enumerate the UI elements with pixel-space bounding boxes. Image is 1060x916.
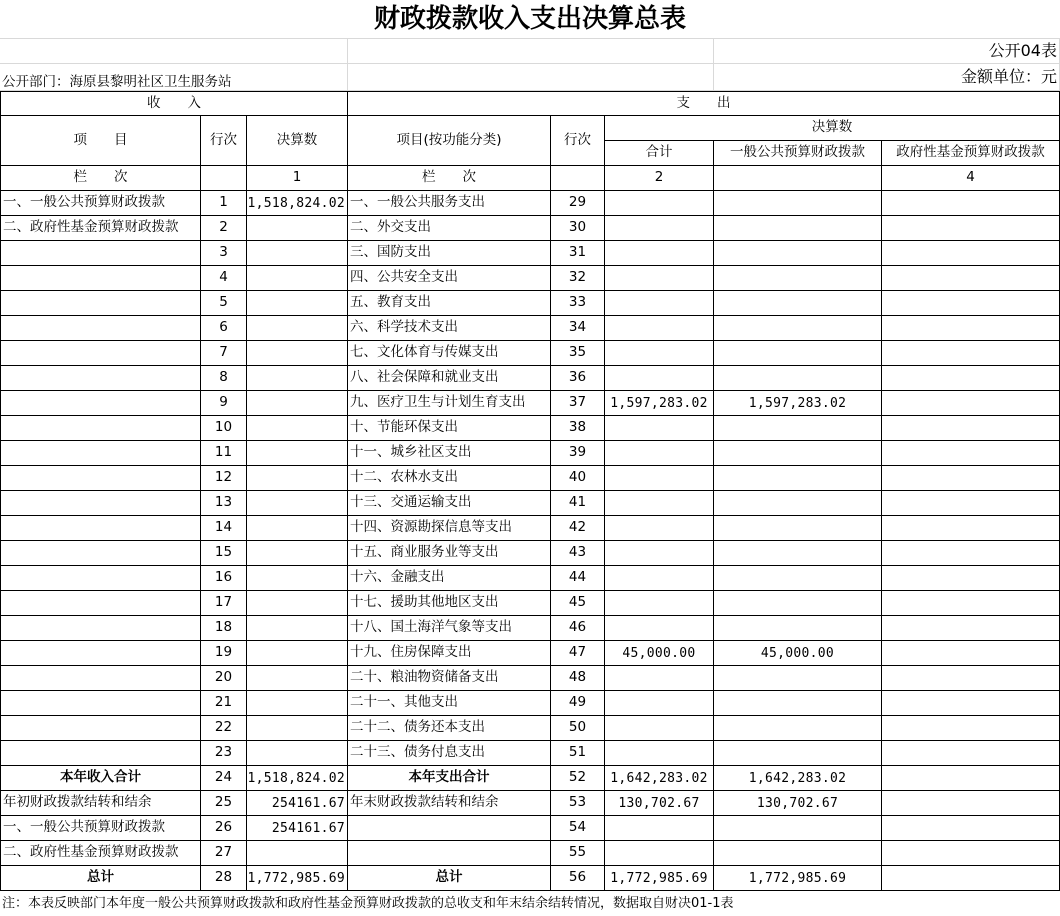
income-amount-cell xyxy=(247,216,348,241)
income-amount-cell: 254161.67 xyxy=(247,816,348,841)
expense-row-no-cell: 31 xyxy=(551,241,605,266)
income-amount-cell xyxy=(247,466,348,491)
expense-general-cell xyxy=(714,816,882,841)
income-item-cell xyxy=(0,641,201,666)
expense-item-cell: 三、国防支出 xyxy=(348,241,551,266)
expense-item-cell: 五、教育支出 xyxy=(348,291,551,316)
income-row-no-cell: 18 xyxy=(201,616,247,641)
income-item-cell xyxy=(0,266,201,291)
expense-row-no-cell: 35 xyxy=(551,341,605,366)
expense-item-cell: 十、节能环保支出 xyxy=(348,416,551,441)
expense-row-no-cell: 32 xyxy=(551,266,605,291)
income-item-cell xyxy=(0,391,201,416)
expense-fund-cell xyxy=(882,216,1060,241)
expense-total-cell xyxy=(605,291,714,316)
expense-general-cell: 45,000.00 xyxy=(714,641,882,666)
general-budget-header: 一般公共预算财政拨款 xyxy=(714,141,882,166)
expense-row-no-cell: 41 xyxy=(551,491,605,516)
expense-row-no-cell: 29 xyxy=(551,191,605,216)
income-amount-cell xyxy=(247,366,348,391)
expense-item-cell: 一、一般公共服务支出 xyxy=(348,191,551,216)
expense-fund-cell xyxy=(882,666,1060,691)
income-item-cell xyxy=(0,691,201,716)
income-amount-cell: 1,772,985.69 xyxy=(247,866,348,891)
expense-general-cell xyxy=(714,316,882,341)
expense-total-cell xyxy=(605,416,714,441)
total-header: 合计 xyxy=(605,141,714,166)
income-item-cell xyxy=(0,666,201,691)
expense-fund-cell xyxy=(882,866,1060,891)
expense-fund-cell xyxy=(882,616,1060,641)
income-amount-cell xyxy=(247,291,348,316)
expense-general-cell xyxy=(714,266,882,291)
expense-row-no-cell: 44 xyxy=(551,566,605,591)
income-item-cell xyxy=(0,291,201,316)
expense-total-cell xyxy=(605,591,714,616)
expense-general-cell xyxy=(714,841,882,866)
expense-general-cell xyxy=(714,441,882,466)
expense-fund-cell xyxy=(882,691,1060,716)
income-amount-cell xyxy=(247,716,348,741)
income-row-no-cell: 21 xyxy=(201,691,247,716)
column-label: 栏 次 xyxy=(0,166,201,191)
fund-budget-header: 政府性基金预算财政拨款 xyxy=(882,141,1060,166)
income-row-no-cell: 15 xyxy=(201,541,247,566)
income-amount-cell: 1,518,824.02 xyxy=(247,766,348,791)
expense-general-cell xyxy=(714,241,882,266)
income-item-cell: 年初财政拨款结转和结余 xyxy=(0,791,201,816)
income-row-no-cell: 3 xyxy=(201,241,247,266)
expense-row-no-cell: 43 xyxy=(551,541,605,566)
income-amount-cell xyxy=(247,316,348,341)
expense-fund-cell xyxy=(882,291,1060,316)
expense-total-cell: 45,000.00 xyxy=(605,641,714,666)
income-amount-cell xyxy=(247,616,348,641)
income-item-cell xyxy=(0,516,201,541)
income-amount-cell xyxy=(247,741,348,766)
expense-total-cell xyxy=(605,366,714,391)
income-row-no-cell: 20 xyxy=(201,666,247,691)
income-item-cell xyxy=(0,441,201,466)
income-amount-cell: 254161.67 xyxy=(247,791,348,816)
income-item-cell xyxy=(0,716,201,741)
income-row-no-cell: 17 xyxy=(201,591,247,616)
column-number-1: 1 xyxy=(247,166,348,191)
expense-row-no-cell: 55 xyxy=(551,841,605,866)
income-row-no-cell: 7 xyxy=(201,341,247,366)
expense-fund-cell xyxy=(882,466,1060,491)
income-item-cell xyxy=(0,466,201,491)
blank-cell xyxy=(348,64,714,91)
income-row-no-cell: 6 xyxy=(201,316,247,341)
income-amount-cell xyxy=(247,491,348,516)
expense-total-cell xyxy=(605,316,714,341)
sheet-title: 财政拨款收入支出决算总表 xyxy=(373,4,686,34)
income-amount-cell xyxy=(247,266,348,291)
expense-fund-cell xyxy=(882,441,1060,466)
expense-item-cell: 四、公共安全支出 xyxy=(348,266,551,291)
footnote: 注：本表反映部门本年度一般公共预算财政拨款和政府性基金预算财政拨款的总收支和年末结余结转情况，数据取自财决01-1表 xyxy=(2,896,734,911)
blank-cell xyxy=(551,166,605,191)
income-row-no-cell: 23 xyxy=(201,741,247,766)
expense-row-no-cell: 49 xyxy=(551,691,605,716)
expense-general-cell xyxy=(714,541,882,566)
income-amount-cell: 1,518,824.02 xyxy=(247,191,348,216)
income-item-cell xyxy=(0,416,201,441)
expense-item-cell: 十二、农林水支出 xyxy=(348,466,551,491)
income-item-cell xyxy=(0,366,201,391)
income-item-cell xyxy=(0,616,201,641)
expense-total-cell xyxy=(605,566,714,591)
expense-general-cell xyxy=(714,516,882,541)
expense-general-cell xyxy=(714,616,882,641)
form-number: 公开04表 xyxy=(714,38,1060,64)
expense-total-cell xyxy=(605,841,714,866)
expense-general-cell xyxy=(714,291,882,316)
expense-row-no-cell: 38 xyxy=(551,416,605,441)
income-amount-cell xyxy=(247,541,348,566)
expense-item-cell: 十一、城乡社区支出 xyxy=(348,441,551,466)
expense-total-cell xyxy=(605,341,714,366)
income-row-no-cell: 13 xyxy=(201,491,247,516)
expense-fund-cell xyxy=(882,366,1060,391)
income-header: 收 入 xyxy=(0,91,348,116)
expense-item-cell: 十五、商业服务业等支出 xyxy=(348,541,551,566)
item-header: 项 目 xyxy=(0,116,201,166)
income-row-no-cell: 10 xyxy=(201,416,247,441)
column-number-2: 2 xyxy=(605,166,714,191)
expense-fund-cell xyxy=(882,541,1060,566)
expense-row-no-cell: 53 xyxy=(551,791,605,816)
expense-general-cell xyxy=(714,191,882,216)
expense-row-no-cell: 56 xyxy=(551,866,605,891)
expense-fund-cell xyxy=(882,316,1060,341)
row-no-header-2: 行次 xyxy=(551,116,605,166)
blank-cell xyxy=(714,166,882,191)
expense-row-no-cell: 42 xyxy=(551,516,605,541)
income-row-no-cell: 1 xyxy=(201,191,247,216)
income-amount-cell xyxy=(247,641,348,666)
income-row-no-cell: 4 xyxy=(201,266,247,291)
expense-item-cell xyxy=(348,816,551,841)
expense-item-cell: 总计 xyxy=(348,866,551,891)
expense-row-no-cell: 34 xyxy=(551,316,605,341)
income-amount-cell xyxy=(247,416,348,441)
income-row-no-cell: 11 xyxy=(201,441,247,466)
income-amount-cell xyxy=(247,516,348,541)
column-number-4: 4 xyxy=(882,166,1060,191)
expense-total-cell xyxy=(605,666,714,691)
income-item-cell xyxy=(0,341,201,366)
expense-total-cell: 130,702.67 xyxy=(605,791,714,816)
income-amount-cell xyxy=(247,391,348,416)
expense-total-cell xyxy=(605,266,714,291)
column-label-2: 栏 次 xyxy=(348,166,551,191)
expense-item-cell: 八、社会保障和就业支出 xyxy=(348,366,551,391)
income-amount-cell xyxy=(247,591,348,616)
expense-total-cell: 1,642,283.02 xyxy=(605,766,714,791)
expense-fund-cell xyxy=(882,766,1060,791)
income-item-cell: 一、一般公共预算财政拨款 xyxy=(0,191,201,216)
income-amount-cell xyxy=(247,341,348,366)
expense-fund-cell xyxy=(882,266,1060,291)
expense-total-cell xyxy=(605,741,714,766)
income-amount-cell xyxy=(247,841,348,866)
blank-cell xyxy=(0,38,348,64)
income-amount-cell xyxy=(247,441,348,466)
expense-general-cell xyxy=(714,216,882,241)
expense-item-cell: 二十、粮油物资储备支出 xyxy=(348,666,551,691)
expense-row-no-cell: 37 xyxy=(551,391,605,416)
expense-total-cell xyxy=(605,241,714,266)
expense-fund-cell xyxy=(882,491,1060,516)
expense-fund-cell xyxy=(882,341,1060,366)
expense-row-no-cell: 33 xyxy=(551,291,605,316)
expense-item-cell: 十九、住房保障支出 xyxy=(348,641,551,666)
expense-item-cell: 二十一、其他支出 xyxy=(348,691,551,716)
expense-general-cell xyxy=(714,341,882,366)
income-row-no-cell: 9 xyxy=(201,391,247,416)
income-amount-cell xyxy=(247,241,348,266)
income-amount-cell xyxy=(247,566,348,591)
expense-item-cell: 十三、交通运输支出 xyxy=(348,491,551,516)
expense-fund-cell xyxy=(882,741,1060,766)
income-row-no-cell: 8 xyxy=(201,366,247,391)
expense-general-cell: 1,772,985.69 xyxy=(714,866,882,891)
expense-total-cell xyxy=(605,541,714,566)
expense-fund-cell xyxy=(882,591,1060,616)
income-item-cell xyxy=(0,566,201,591)
income-amount-cell xyxy=(247,666,348,691)
income-row-no-cell: 12 xyxy=(201,466,247,491)
income-item-cell xyxy=(0,241,201,266)
income-amount-cell xyxy=(247,691,348,716)
expense-general-cell xyxy=(714,741,882,766)
expense-general-cell: 1,597,283.02 xyxy=(714,391,882,416)
income-row-no-cell: 22 xyxy=(201,716,247,741)
income-row-no-cell: 19 xyxy=(201,641,247,666)
income-row-no-cell: 2 xyxy=(201,216,247,241)
item-function-header: 项目(按功能分类) xyxy=(348,116,551,166)
income-item-cell xyxy=(0,591,201,616)
expense-item-cell: 年末财政拨款结转和结余 xyxy=(348,791,551,816)
expense-total-cell xyxy=(605,716,714,741)
blank-cell xyxy=(201,166,247,191)
income-item-cell: 本年收入合计 xyxy=(0,766,201,791)
income-item-cell: 二、政府性基金预算财政拨款 xyxy=(0,841,201,866)
expense-fund-cell xyxy=(882,516,1060,541)
expense-total-cell xyxy=(605,691,714,716)
income-row-no-cell: 5 xyxy=(201,291,247,316)
expense-total-cell xyxy=(605,466,714,491)
expense-total-cell xyxy=(605,616,714,641)
expense-total-cell xyxy=(605,491,714,516)
expense-row-no-cell: 54 xyxy=(551,816,605,841)
income-item-cell xyxy=(0,741,201,766)
expense-item-cell: 十四、资源勘探信息等支出 xyxy=(348,516,551,541)
expense-fund-cell xyxy=(882,841,1060,866)
expense-general-cell xyxy=(714,416,882,441)
expense-total-cell xyxy=(605,516,714,541)
expense-item-cell xyxy=(348,841,551,866)
expense-general-cell xyxy=(714,591,882,616)
expense-fund-cell xyxy=(882,416,1060,441)
income-item-cell xyxy=(0,316,201,341)
expense-item-cell: 本年支出合计 xyxy=(348,766,551,791)
expense-general-cell xyxy=(714,466,882,491)
income-item-cell: 总计 xyxy=(0,866,201,891)
expense-general-cell xyxy=(714,691,882,716)
expense-fund-cell xyxy=(882,716,1060,741)
expense-total-cell xyxy=(605,441,714,466)
expense-item-cell: 二十二、债务还本支出 xyxy=(348,716,551,741)
decision-header: 决算数 xyxy=(605,116,1060,141)
expense-general-cell xyxy=(714,366,882,391)
expense-row-no-cell: 47 xyxy=(551,641,605,666)
expense-item-cell: 二、外交支出 xyxy=(348,216,551,241)
expense-header: 支 出 xyxy=(348,91,1060,116)
expense-fund-cell xyxy=(882,566,1060,591)
income-row-no-cell: 14 xyxy=(201,516,247,541)
expense-fund-cell xyxy=(882,791,1060,816)
expense-total-cell: 1,597,283.02 xyxy=(605,391,714,416)
unit-label: 金额单位：元 xyxy=(714,64,1060,91)
income-row-no-cell: 16 xyxy=(201,566,247,591)
income-item-cell: 二、政府性基金预算财政拨款 xyxy=(0,216,201,241)
expense-fund-cell xyxy=(882,391,1060,416)
expense-item-cell: 十七、援助其他地区支出 xyxy=(348,591,551,616)
blank-cell xyxy=(348,38,714,64)
expense-row-no-cell: 39 xyxy=(551,441,605,466)
expense-item-cell: 九、医疗卫生与计划生育支出 xyxy=(348,391,551,416)
expense-general-cell xyxy=(714,491,882,516)
expense-general-cell: 1,642,283.02 xyxy=(714,766,882,791)
expense-row-no-cell: 52 xyxy=(551,766,605,791)
expense-row-no-cell: 40 xyxy=(551,466,605,491)
income-row-no-cell: 26 xyxy=(201,816,247,841)
expense-general-cell xyxy=(714,566,882,591)
expense-item-cell: 七、文化体育与传媒支出 xyxy=(348,341,551,366)
expense-total-cell: 1,772,985.69 xyxy=(605,866,714,891)
expense-item-cell: 二十三、债务付息支出 xyxy=(348,741,551,766)
department-label: 公开部门：海原县黎明社区卫生服务站 xyxy=(0,64,348,91)
income-row-no-cell: 25 xyxy=(201,791,247,816)
income-row-no-cell: 28 xyxy=(201,866,247,891)
expense-fund-cell xyxy=(882,191,1060,216)
amount-header: 决算数 xyxy=(247,116,348,166)
expense-fund-cell xyxy=(882,816,1060,841)
expense-general-cell xyxy=(714,666,882,691)
expense-general-cell xyxy=(714,716,882,741)
expense-row-no-cell: 46 xyxy=(551,616,605,641)
expense-row-no-cell: 36 xyxy=(551,366,605,391)
income-item-cell xyxy=(0,541,201,566)
expense-row-no-cell: 45 xyxy=(551,591,605,616)
expense-fund-cell xyxy=(882,241,1060,266)
expense-fund-cell xyxy=(882,641,1060,666)
row-no-header: 行次 xyxy=(201,116,247,166)
income-row-no-cell: 24 xyxy=(201,766,247,791)
expense-row-no-cell: 50 xyxy=(551,716,605,741)
expense-total-cell xyxy=(605,816,714,841)
expense-total-cell xyxy=(605,216,714,241)
expense-total-cell xyxy=(605,191,714,216)
expense-row-no-cell: 30 xyxy=(551,216,605,241)
income-row-no-cell: 27 xyxy=(201,841,247,866)
income-item-cell xyxy=(0,491,201,516)
expense-item-cell: 十八、国土海洋气象等支出 xyxy=(348,616,551,641)
expense-row-no-cell: 51 xyxy=(551,741,605,766)
expense-item-cell: 六、科学技术支出 xyxy=(348,316,551,341)
expense-item-cell: 十六、金融支出 xyxy=(348,566,551,591)
expense-general-cell: 130,702.67 xyxy=(714,791,882,816)
income-item-cell: 一、一般公共预算财政拨款 xyxy=(0,816,201,841)
expense-row-no-cell: 48 xyxy=(551,666,605,691)
